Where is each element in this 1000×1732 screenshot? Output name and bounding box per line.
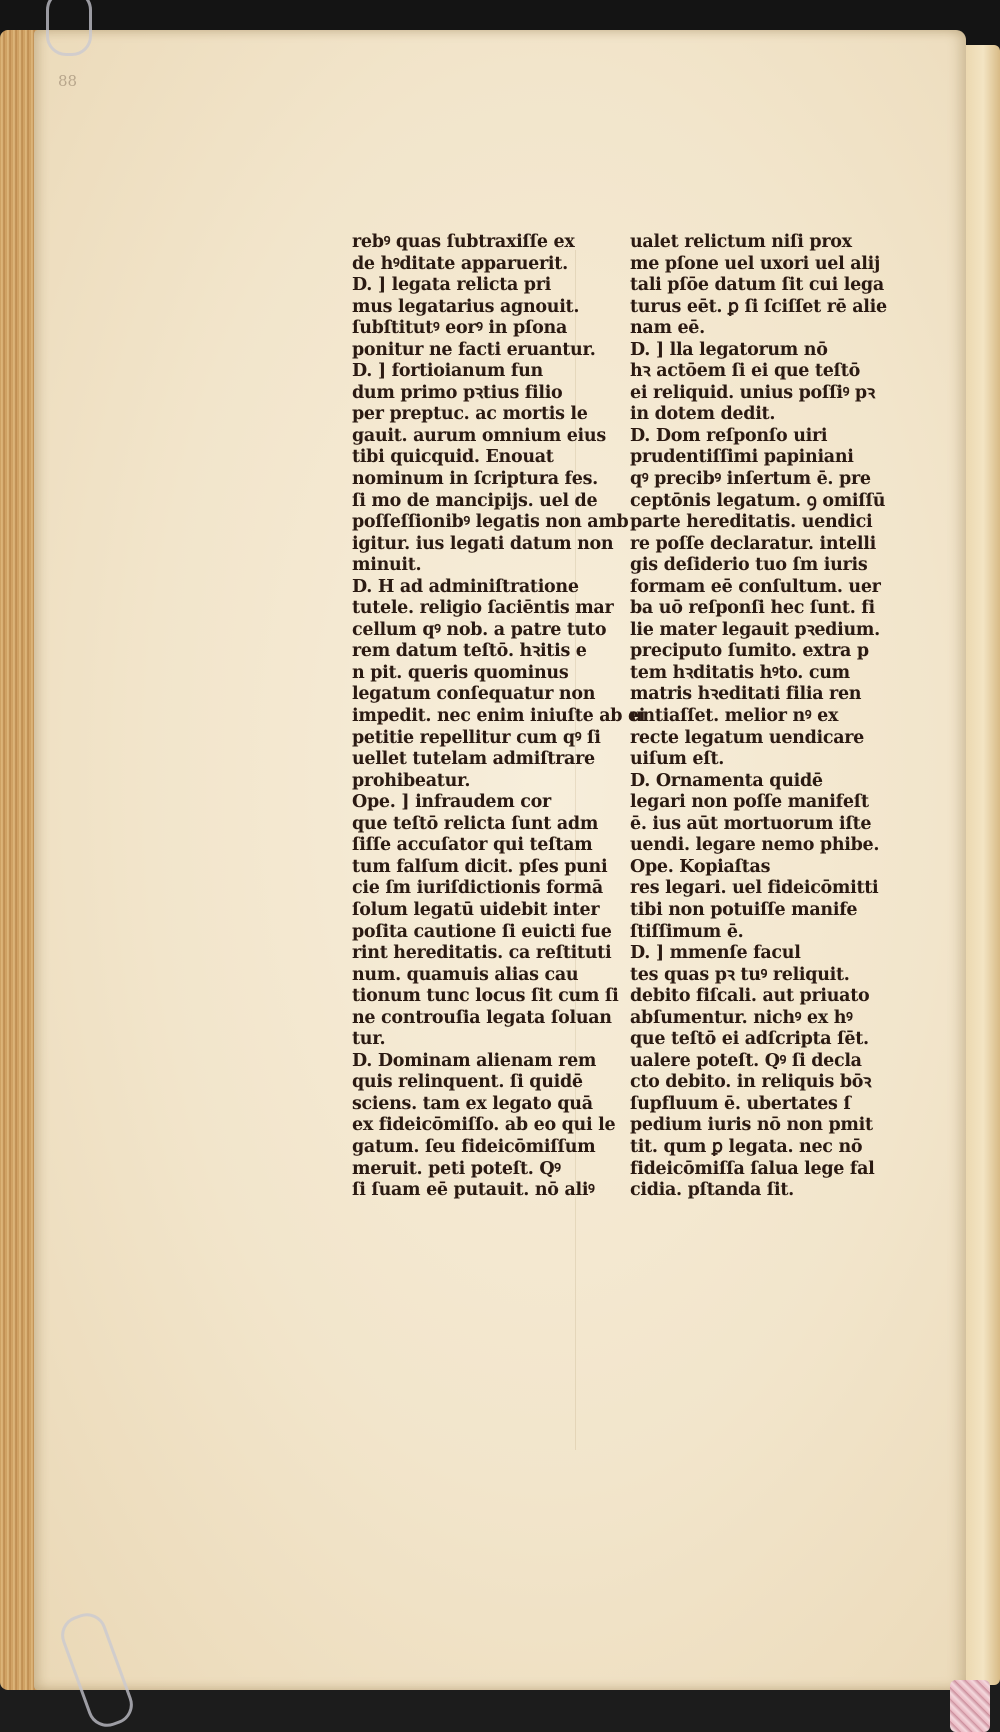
text-line: D. H ad adminiſtratione xyxy=(352,576,579,597)
text-line: legari non poſſe manifeſt xyxy=(630,792,869,813)
text-line: dum primo pꝛtius filio xyxy=(352,382,563,403)
text-line: ſiſſe accuſator qui teſtam xyxy=(352,835,593,856)
text-line: ceptōnis legatum. ꝯ omiſſū xyxy=(630,490,886,511)
text-line: uiſum eſt. xyxy=(630,749,725,770)
text-line: tur. xyxy=(352,1029,386,1050)
text-line: petitie repellitur cum qꝰ ſi xyxy=(352,727,601,748)
text-line: ſubſtitutꝰ eorꝰ in pſona xyxy=(352,318,567,339)
text-line: D. Dom reſponſo uiri xyxy=(630,425,828,446)
text-line: sciens. tam ex legato quā xyxy=(352,1093,593,1114)
text-line: ſtiſſimum ē. xyxy=(630,921,744,942)
text-line: rem datum teſtō. hꝛitis e xyxy=(352,641,587,662)
text-line: turus eēt. ꝑ ſi ſciſſet rē alie xyxy=(630,296,887,317)
text-line: abſumentur. nichꝰ ex hꝰ xyxy=(630,1007,853,1028)
bookmark-ribbon xyxy=(950,1680,990,1732)
text-line: ē. ius aūt mortuorum iſte xyxy=(630,813,872,834)
text-line: ex fideicōmiſſo. ab eo qui le xyxy=(352,1115,616,1136)
text-line: ualet relictum niſi prox xyxy=(630,232,852,252)
folio-number: 88 xyxy=(58,72,78,90)
text-line: legatum conſequatur non xyxy=(352,684,596,705)
text-line: tit. qum ꝑ legata. nec nō xyxy=(630,1136,863,1157)
text-line: num. quamuis alias cau xyxy=(352,964,579,985)
text-line: prudentiſſimi papiniani xyxy=(630,447,854,468)
text-line: cie ſm iuriſdictionis formā xyxy=(352,878,603,899)
text-line: fideicōmiſſa ſalua lege fal xyxy=(630,1158,875,1179)
text-line: recte legatum uendicare xyxy=(630,727,865,748)
text-line: D. ] fortioianum fun xyxy=(352,361,543,382)
text-line: ne controuſia legata ſoluan xyxy=(352,1007,612,1028)
text-line: D. ] legata relicta pri xyxy=(352,275,552,296)
text-line: poſſeſſionibꝰ legatis non amb xyxy=(352,512,629,533)
text-line: ſupfluum ē. ubertates ſ xyxy=(630,1093,851,1114)
text-line: ſolum legatū uidebit inter xyxy=(352,899,600,920)
text-line: n pit. queris quominus xyxy=(352,662,569,683)
text-line: tes quas pꝛ tuꝰ reliquit. xyxy=(630,964,850,985)
text-line: rint hereditatis. ca reſtituti xyxy=(352,943,612,964)
text-line: Ope. ] infraudem cor xyxy=(352,792,551,813)
text-line: per preptuc. ac mortis le xyxy=(352,404,588,425)
text-line: D. Ornamenta quidē xyxy=(630,770,823,791)
text-line: impedit. nec enim iniuſte ab ei xyxy=(352,706,646,727)
text-line: D. Dominam alienam rem xyxy=(352,1050,597,1071)
text-line: ei reliquid. unius poſſiꝰ pꝛ xyxy=(630,382,875,403)
text-line: me pſone uel uxori uel alij xyxy=(630,253,880,274)
text-line: re poſſe declaratur. intelli xyxy=(630,533,876,554)
text-line: cidia. pſtanda ſit. xyxy=(630,1180,794,1201)
text-line: formam eē conſultum. uer xyxy=(630,576,881,597)
text-line: ponitur ne facti eruantur. xyxy=(352,339,596,360)
text-line: rebꝰ quas ſubtraxiſſe ex xyxy=(352,232,575,252)
text-line: tionum tunc locus ſit cum ſi xyxy=(352,986,619,1007)
text-line: tali pſōe datum ſit cui lega xyxy=(630,275,884,296)
text-line: preciputo ſumito. extra p xyxy=(630,641,869,662)
text-line: ualere poteſt. Qꝰ ſi decla xyxy=(630,1050,862,1071)
text-line: debito fiſcali. aut priuato xyxy=(630,986,870,1007)
text-line: Ope. Kopiaſtas xyxy=(630,856,771,877)
text-line: ſi ſuam eē putauit. nō aliꝰ xyxy=(352,1180,595,1201)
text-line: tibi quicquid. Enouat xyxy=(352,447,554,468)
text-line: matris hꝛeditati filia ren xyxy=(630,684,862,705)
text-line: D. ] lla legatorum nō xyxy=(630,339,828,360)
text-line: lie mater legauit pꝛedium. xyxy=(630,619,880,640)
text-line: ſi mo de mancipijs. uel de xyxy=(352,490,598,511)
text-line: tem hꝛditatis hꝰto. cum xyxy=(630,662,850,683)
text-line: igitur. ius legati datum non xyxy=(352,533,614,554)
text-line: que teſtō relicta ſunt adm xyxy=(352,813,599,834)
text-line: cto debito. in reliquis bōꝛ xyxy=(630,1072,872,1093)
text-line: gauit. aurum omnium eius xyxy=(352,425,606,446)
text-line: D. ] mmenſe facul xyxy=(630,943,801,964)
text-line: mus legatarius agnouit. xyxy=(352,296,580,317)
text-line: qꝰ precibꝰ inſertum ē. pre xyxy=(630,469,871,490)
paper-clip-top xyxy=(46,0,92,56)
text-line: ba uō reſponſi hec ſunt. fi xyxy=(630,598,875,619)
text-line: untiaſſet. melior nꝰ ex xyxy=(630,706,839,727)
text-line: nam eē. xyxy=(630,318,705,339)
text-line: uendi. legare nemo phibe. xyxy=(630,835,880,856)
text-line: parte hereditatis. uendici xyxy=(630,512,873,533)
text-line: cellum qꝰ nob. a patre tuto xyxy=(352,619,607,640)
text-column-left xyxy=(352,232,646,1202)
text-line: de hꝰditate apparuerit. xyxy=(352,253,568,274)
text-line: res legari. uel fideicōmitti xyxy=(630,878,879,899)
text-line: tibi non potuiſſe manife xyxy=(630,899,858,920)
text-line: tum falſum dicit. pſes puni xyxy=(352,856,608,877)
text-line: gis deſiderio tuo ſm iuris xyxy=(630,555,868,576)
text-line: uellet tutelam admiſtrare xyxy=(352,749,595,770)
text-column-right xyxy=(630,232,887,1202)
text-line: minuit. xyxy=(352,555,422,576)
text-line: que teſtō ei adſcripta ſēt. xyxy=(630,1029,869,1050)
text-line: pedium iuris nō non pmit xyxy=(630,1115,873,1136)
text-line: meruit. peti poteſt. Qꝰ xyxy=(352,1158,561,1179)
text-line: hꝛ actōem ſi ei que teſtō xyxy=(630,361,860,382)
text-line: quis relinquent. ſi quidē xyxy=(352,1072,583,1093)
text-line: gatum. ſeu fideicōmiſſum xyxy=(352,1136,596,1157)
text-line: poſita cautione ſi euicti fue xyxy=(352,921,612,942)
text-line: prohibeatur. xyxy=(352,770,471,791)
text-line: tutele. religio ſaciēntis mar xyxy=(352,598,614,619)
text-line: in dotem dedit. xyxy=(630,404,776,425)
text-line: nominum in ſcriptura fes. xyxy=(352,469,598,490)
